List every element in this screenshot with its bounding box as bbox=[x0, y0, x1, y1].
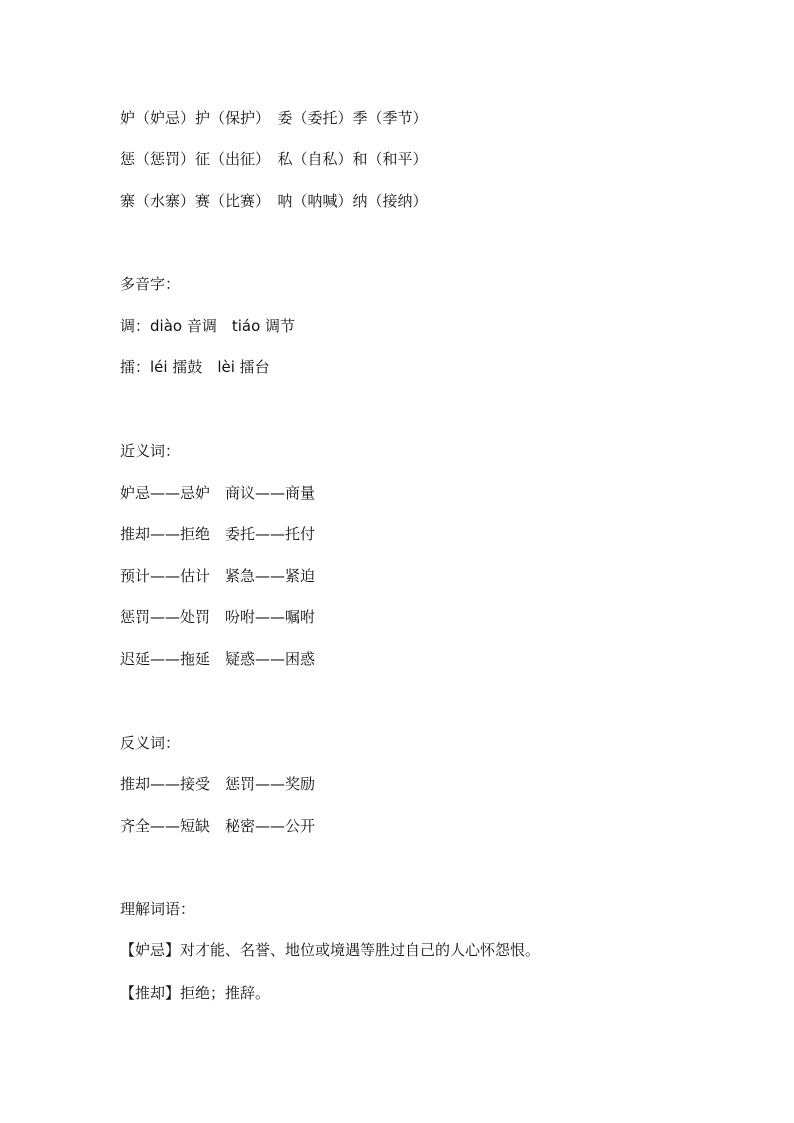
text-line: 妒忌——忌妒 商议——商量 bbox=[120, 484, 316, 502]
section-heading-synonyms: 近义词： bbox=[120, 442, 181, 460]
text-line: 擂：léi 擂鼓 lèi 擂台 bbox=[120, 358, 270, 376]
text-line: 调：diào 音调 tiáo 调节 bbox=[120, 317, 296, 335]
text-line: 【推却】拒绝；推辞。 bbox=[120, 984, 271, 1002]
text-line: 齐全——短缺 秘密——公开 bbox=[120, 817, 316, 835]
text-line: 推却——接受 惩罚——奖励 bbox=[120, 775, 316, 793]
text-line: 妒（妒忌）护（保护） 委（委托）季（季节） bbox=[120, 109, 428, 127]
text-line: 惩（惩罚）征（出征） 私（自私）和（和平） bbox=[120, 150, 428, 168]
section-heading-antonyms: 反义词： bbox=[120, 734, 181, 752]
text-line: 迟延——拖延 疑惑——困惑 bbox=[120, 650, 316, 668]
text-line: 惩罚——处罚 吩咐——嘱咐 bbox=[120, 608, 316, 626]
section-heading-vocabulary: 理解词语： bbox=[120, 900, 196, 918]
section-heading-polyphonic: 多音字： bbox=[120, 275, 181, 293]
text-line: 预计——估计 紧急——紧迫 bbox=[120, 567, 316, 585]
text-line: 寨（水寨）赛（比赛） 呐（呐喊）纳（接纳） bbox=[120, 192, 428, 210]
text-line: 推却——拒绝 委托——托付 bbox=[120, 525, 316, 543]
text-line: 【妒忌】对才能、名誉、地位或境遇等胜过自己的人心怀怨恨。 bbox=[120, 941, 541, 959]
